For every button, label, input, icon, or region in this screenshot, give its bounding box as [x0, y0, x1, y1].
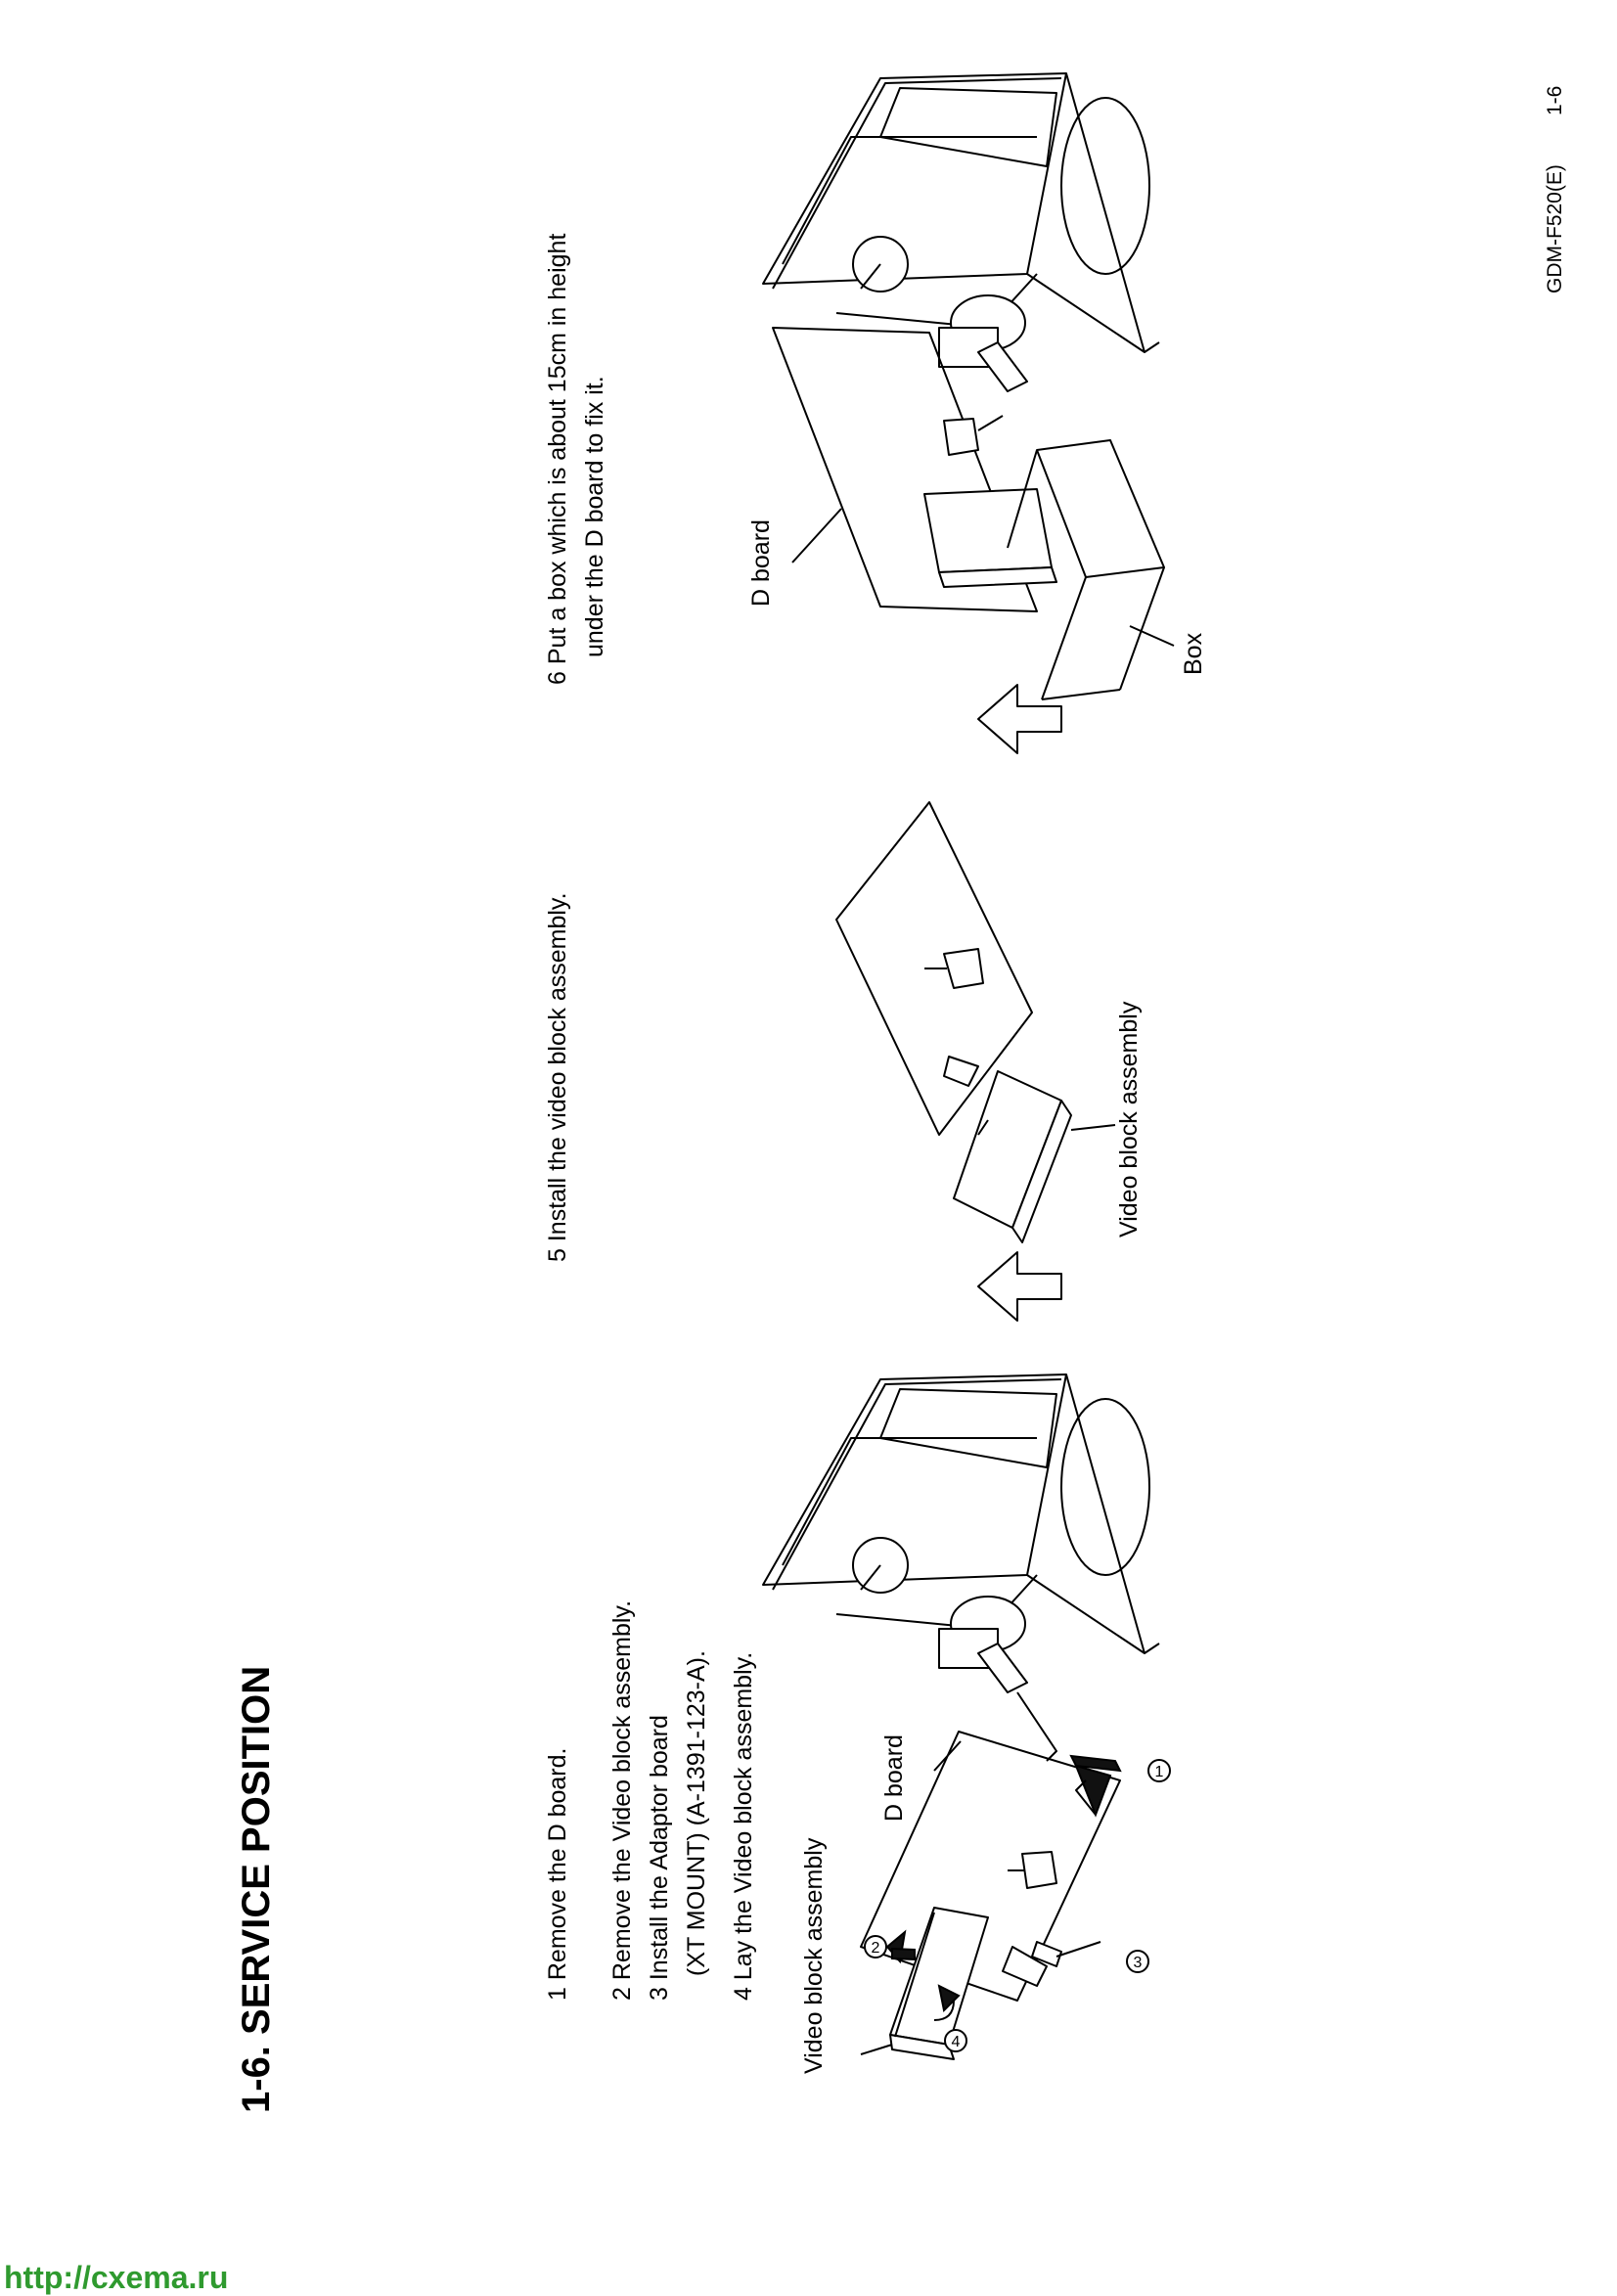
page-title: 1-6. SERVICE POSITION [235, 1665, 278, 2113]
step-text: Lay the Video block assembly. [730, 1651, 757, 1981]
step-text: Put a box which is about 15cm in height [544, 233, 571, 665]
removal-bracket-1 [1071, 1756, 1120, 1815]
video-block-right [924, 489, 1056, 587]
callout-4: 4 [951, 2034, 961, 2050]
arrow-right-1 [978, 1252, 1061, 1321]
arrow-2 [887, 1932, 915, 1961]
label-d-board-left: D board [880, 1734, 908, 1822]
step-text: under the D board to fix it. [581, 376, 608, 657]
step-number: 3 [646, 1987, 673, 2001]
step-text: Install the video block assembly. [544, 892, 571, 1242]
step-text: (XT MOUNT) (A-1391-123-A). [683, 1650, 710, 1976]
step-text: Install the Adaptor board [646, 1715, 673, 1981]
video-block-mid [954, 1071, 1115, 1242]
label-d-board-right: D board [747, 519, 775, 607]
header-page: 1-6 [1544, 85, 1566, 115]
neck-assembly-right [939, 295, 1027, 391]
callout-1: 1 [1154, 1764, 1164, 1780]
step-number: 6 [544, 671, 571, 685]
step-text: Remove the Video block assembly. [608, 1599, 636, 1981]
step-text: Remove the D board. [544, 1747, 571, 1981]
step-number: 4 [730, 1987, 757, 2001]
label-video-block-mid: Video block assembly [1115, 1001, 1143, 1238]
step-number: 2 [608, 1987, 636, 2001]
step-number: 1 [544, 1987, 571, 2001]
step-number: 5 [544, 1248, 571, 1262]
callout-2: 2 [871, 1940, 880, 1957]
callout-3: 3 [1133, 1955, 1143, 1971]
label-box: Box [1180, 632, 1207, 675]
label-video-block-left: Video block assembly [800, 1837, 828, 2074]
header-model: GDM-F520(E) [1544, 164, 1566, 293]
arrow-right-2 [978, 685, 1061, 753]
footer-url[interactable]: http://cxema.ru [4, 2260, 229, 2295]
